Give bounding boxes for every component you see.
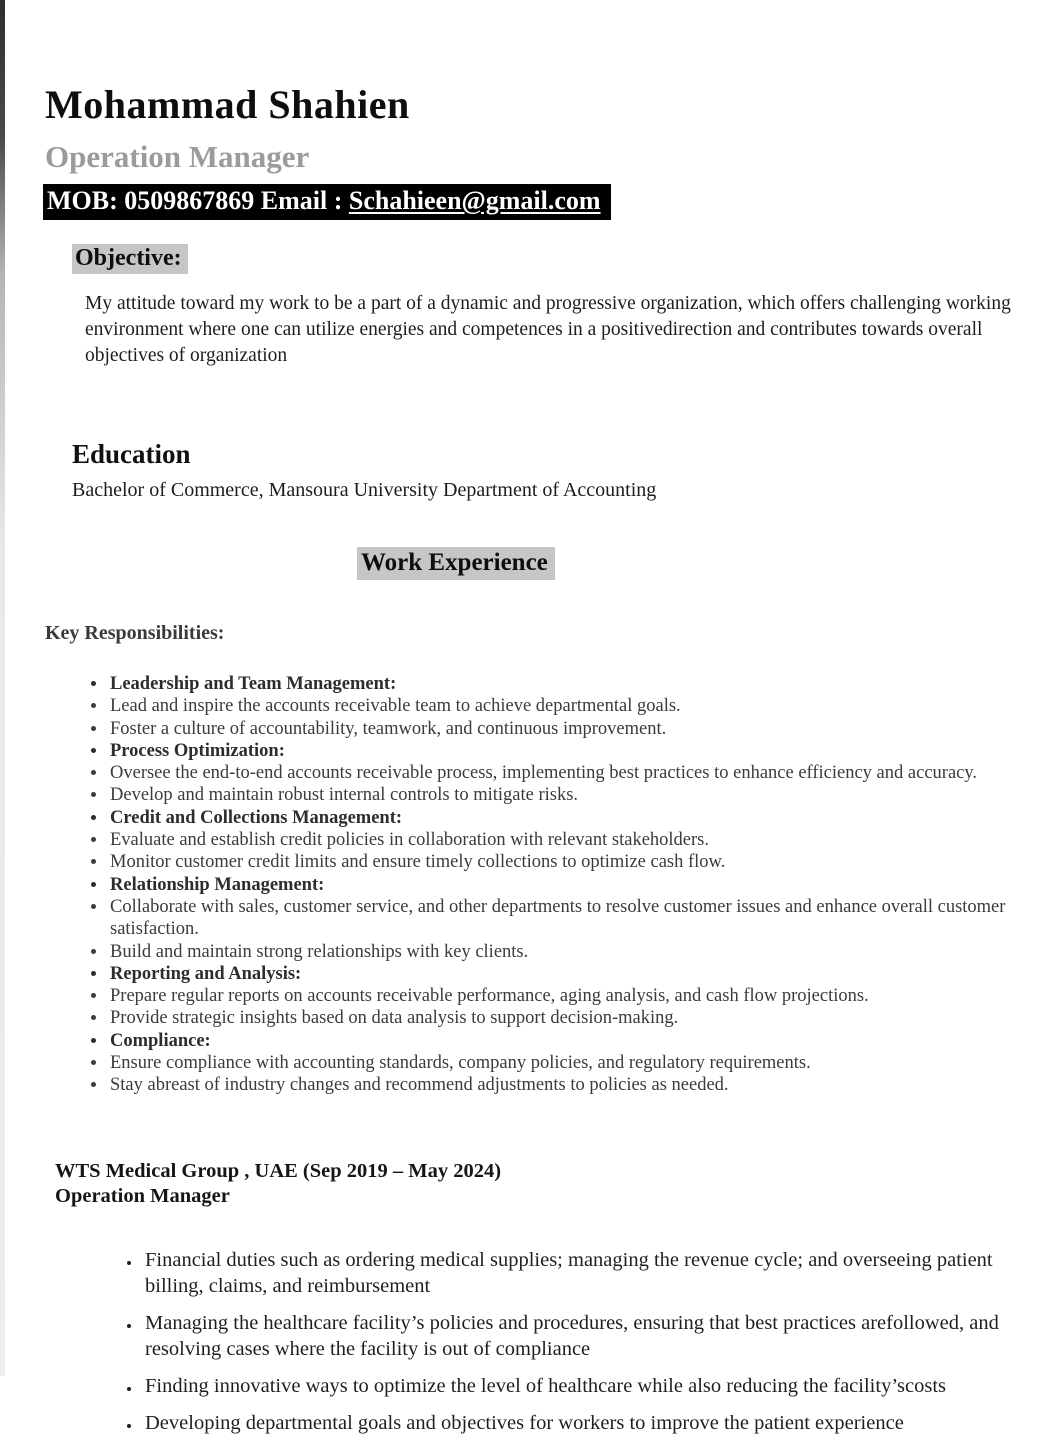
list-item: • Ensure compliance with accounting standards, company policies, and regulatory requirements. [108,1052,1033,1074]
list-item: • Developing departmental goals and objectives for workers to improve the patient experience [141,1410,1021,1436]
list-item: • Prepare regular reports on accounts receivable performance, aging analysis, and cash flow projections. [108,985,1033,1007]
objective-heading: Objective: [72,244,188,274]
list-item: • Oversee the end-to-end accounts receivable process, implementing best practices to enhance efficiency and accuracy. [108,762,1033,784]
work-experience-heading: Work Experience [357,547,555,580]
list-item: • Relationship Management: [108,874,1033,896]
list-item: • Evaluate and establish credit policies in collaboration with relevant stakeholders. [108,829,1033,851]
list-item: • Financial duties such as ordering medical supplies; managing the revenue cycle; and overseeing patient billing, claims, and reimbursement [141,1247,1021,1299]
duties-list [113,1247,1021,1436]
list-item: • Foster a culture of accountability, teamwork, and continuous improvement. [108,718,1033,740]
education-heading: Education [72,439,191,469]
email-link[interactable]: Schahieen@gmail.com [348,186,601,215]
list-item: • Build and maintain strong relationships with key clients. [108,941,1033,963]
list-item: • Monitor customer credit limits and ensure timely collections to optimize cash flow. [108,851,1033,873]
list-item: • Collaborate with sales, customer service, and other departments to resolve customer issues and enhance overall customer satisfaction. [108,896,1033,941]
list-item: • Develop and maintain robust internal controls to mitigate risks. [108,784,1033,806]
list-item: • Leadership and Team Management: [108,673,1033,695]
scan-edge-artifact [0,0,5,1376]
responsibilities-list [82,673,1033,1097]
list-item: • Managing the healthcare facility’s policies and procedures, ensuring that best practices arefollowed, and resolving cases where the facility is out of compliance [141,1310,1021,1362]
contact-bar [43,184,611,220]
list-item: • Provide strategic insights based on data analysis to support decision-making. [108,1007,1033,1029]
list-item: • Compliance: [108,1030,1033,1052]
person-job-title: Operation Manager [45,139,310,174]
list-item: • Lead and inspire the accounts receivable team to achieve departmental goals. [108,695,1033,717]
company-line: WTS Medical Group , UAE (Sep 2019 – May 2024) [55,1159,502,1182]
list-item: • Credit and Collections Management: [108,807,1033,829]
objective-text: My attitude toward my work to be a part of a dynamic and progressive organization, which offers challenging working environment where one can utilize energies and competences in a positivedirection and contributes towards overall objectives of organization [85,293,1011,366]
list-item: • Finding innovative ways to optimize the level of healthcare while also reducing the facility’scosts [141,1373,1021,1399]
contact-phone-email-prefix: MOB: 0509867869 Email : [47,186,349,215]
list-item: • Stay abreast of industry changes and recommend adjustments to policies as needed. [108,1074,1033,1096]
education-detail: Bachelor of Commerce, Mansoura University Department of Accounting [72,479,657,501]
list-item: • Process Optimization: [108,740,1033,762]
list-item: • Reporting and Analysis: [108,963,1033,985]
key-responsibilities-heading: Key Responsibilities: [45,622,225,644]
role-line: Operation Manager [55,1184,230,1207]
person-name: Mohammad Shahien [45,82,410,127]
